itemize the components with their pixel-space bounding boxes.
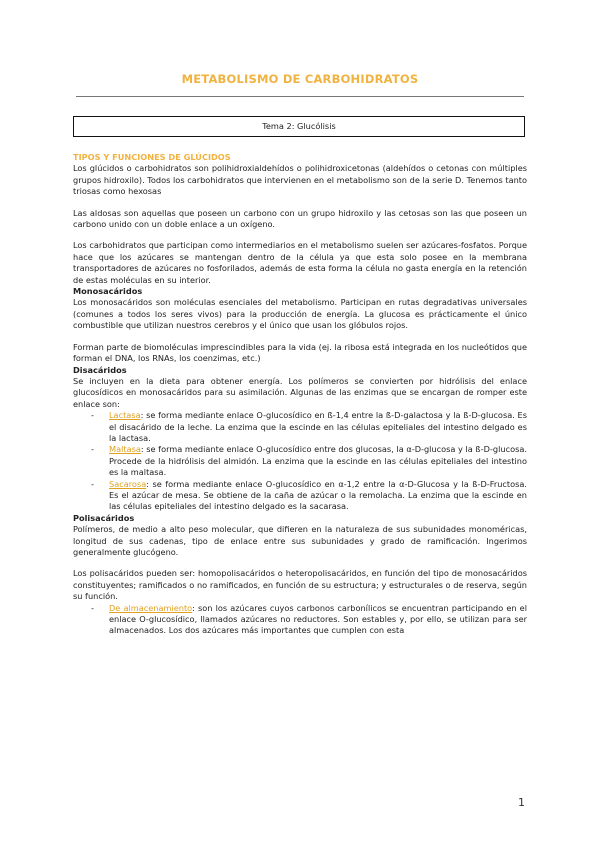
- section-heading-disacaridos: Disacáridos: [73, 364, 127, 375]
- list-item: [91, 602, 527, 637]
- paragraph: Se incluyen en la dieta para obtener energía. Los polímeros se convierten por hidrólisis del enlace glucosídicos en monosacáridos para su asimilación. Algunas de las enzimas que se encargan de romper este enlace son:: [73, 375, 527, 409]
- paragraph: Forman parte de biomoléculas imprescindibles para la vida (ej. la ribosa está integrada en los nucleótidos que forman el DNA, los RNAs, los coenzimas, etc.): [73, 341, 527, 364]
- section-heading-polisacaridos: Polisacáridos: [73, 512, 135, 523]
- term-link-maltasa[interactable]: Maltasa: [109, 444, 141, 455]
- document-title: METABOLISMO DE CARBOHIDRATOS: [181, 72, 419, 86]
- dash-bullet: -: [91, 478, 94, 489]
- paragraph: Los polisacáridos pueden ser: homopolisacáridos o heteropolisacáridos, en función del tipo de monosacáridos constituyentes; ramificados o no ramificados, en función de su estructura; y estructurales o de reserva, según su función.: [73, 568, 527, 602]
- section-heading-monosacaridos: Monosacáridos: [73, 286, 143, 297]
- tema-box: Tema 2: Glucólisis: [73, 116, 525, 137]
- section-heading-tipos: TIPOS Y FUNCIONES DE GLÚCIDOS: [73, 152, 231, 162]
- disacaridos-list: [73, 410, 527, 513]
- document-body: [73, 152, 527, 637]
- dash-bullet: -: [91, 410, 94, 421]
- term-link-sacarosa[interactable]: Sacarosa: [109, 478, 147, 489]
- term-link-almacenamiento[interactable]: De almacenamiento: [109, 602, 193, 613]
- paragraph: Los glúcidos o carbohidratos son polihidroxialdehídos o polihidroxicetonas (aldehídos o cetonas con múltiples grupos hidroxilo). Todos los carbohidratos que intervienen en el metabolismo son de la serie D. Tenemos tanto triosas como hexosas: [73, 163, 527, 197]
- list-item-text: : se forma mediante enlace O-glucosídico en ß-1,4 entre la ß-D-galactosa y la ß-D-glucosa. Es el disacárido de la leche. La enzima que la escinde en las células epiteliales del intestino delgado es la lactasa.: [109, 410, 527, 443]
- list-item-text: : se forma mediante enlace O-glucosídico en α-1,2 entre la α-D-Glucosa y la ß-D-Fructosa. Es el azúcar de mesa. Se obtiene de la caña de azúcar o la remolacha. La enzima que la escinde en las células epiteliales del intestino delgado es la sacarasa.: [109, 478, 527, 512]
- paragraph: Los carbohidratos que participan como intermediarios en el metabolismo suelen ser azúcares-fosfatos. Porque hace que los azúcares se mantengan dentro de la célula ya que esta solo posee en la membrana transportadores de azúcares no fosforilados, además de esta forma la célula no gasta energía en la retención de estas moléculas en su interior.: [73, 240, 527, 285]
- list-item-text: : son los azúcares cuyos carbonos carbonílicos se encuentran participando en el enlace O-glucosídico, llamados azúcares no reductores. Son estables y, por ello, se utilizan para ser almacenados. Los dos azúcares más importantes que cumplen con esta: [109, 602, 527, 636]
- list-item-text: : se forma mediante enlace O-glucosídico entre dos glucosas, la α-D-glucosa y la ß-D-glucosa. Procede de la hidrólisis del almidón. La enzima que la escinde en las células epiteliales del intestino es la maltasa.: [109, 444, 527, 478]
- paragraph: Polímeros, de medio a alto peso molecular, que difieren en la naturaleza de sus subunidades monoméricas, longitud de sus cadenas, tipo de enlace entre sus subunidades y grado de ramificación. Ingerimos generalmente glucógeno.: [73, 524, 527, 557]
- paragraph: Las aldosas son aquellas que poseen un carbono con un grupo hidroxilo y las cetosas son las que poseen un carbono unido con un doble enlace a un oxígeno.: [73, 207, 527, 230]
- term-link-lactasa[interactable]: Lactasa: [109, 410, 141, 421]
- dash-bullet: -: [91, 444, 94, 455]
- title-divider: [76, 96, 524, 97]
- dash-bullet: -: [91, 602, 94, 613]
- paragraph: Los monosacáridos son moléculas esenciales del metabolismo. Participan en rutas degradativas universales (comunes a todos los seres vivos) para la producción de energía. La glucosa es prácticamente el único combustible que utilizan nuestros cerebros y el único que usan los glóbulos rojos.: [73, 297, 527, 331]
- list-item: [91, 410, 527, 444]
- page-number: 1: [518, 796, 525, 809]
- list-item: [91, 478, 527, 513]
- polisacaridos-list: [73, 603, 527, 637]
- list-item: [91, 444, 527, 478]
